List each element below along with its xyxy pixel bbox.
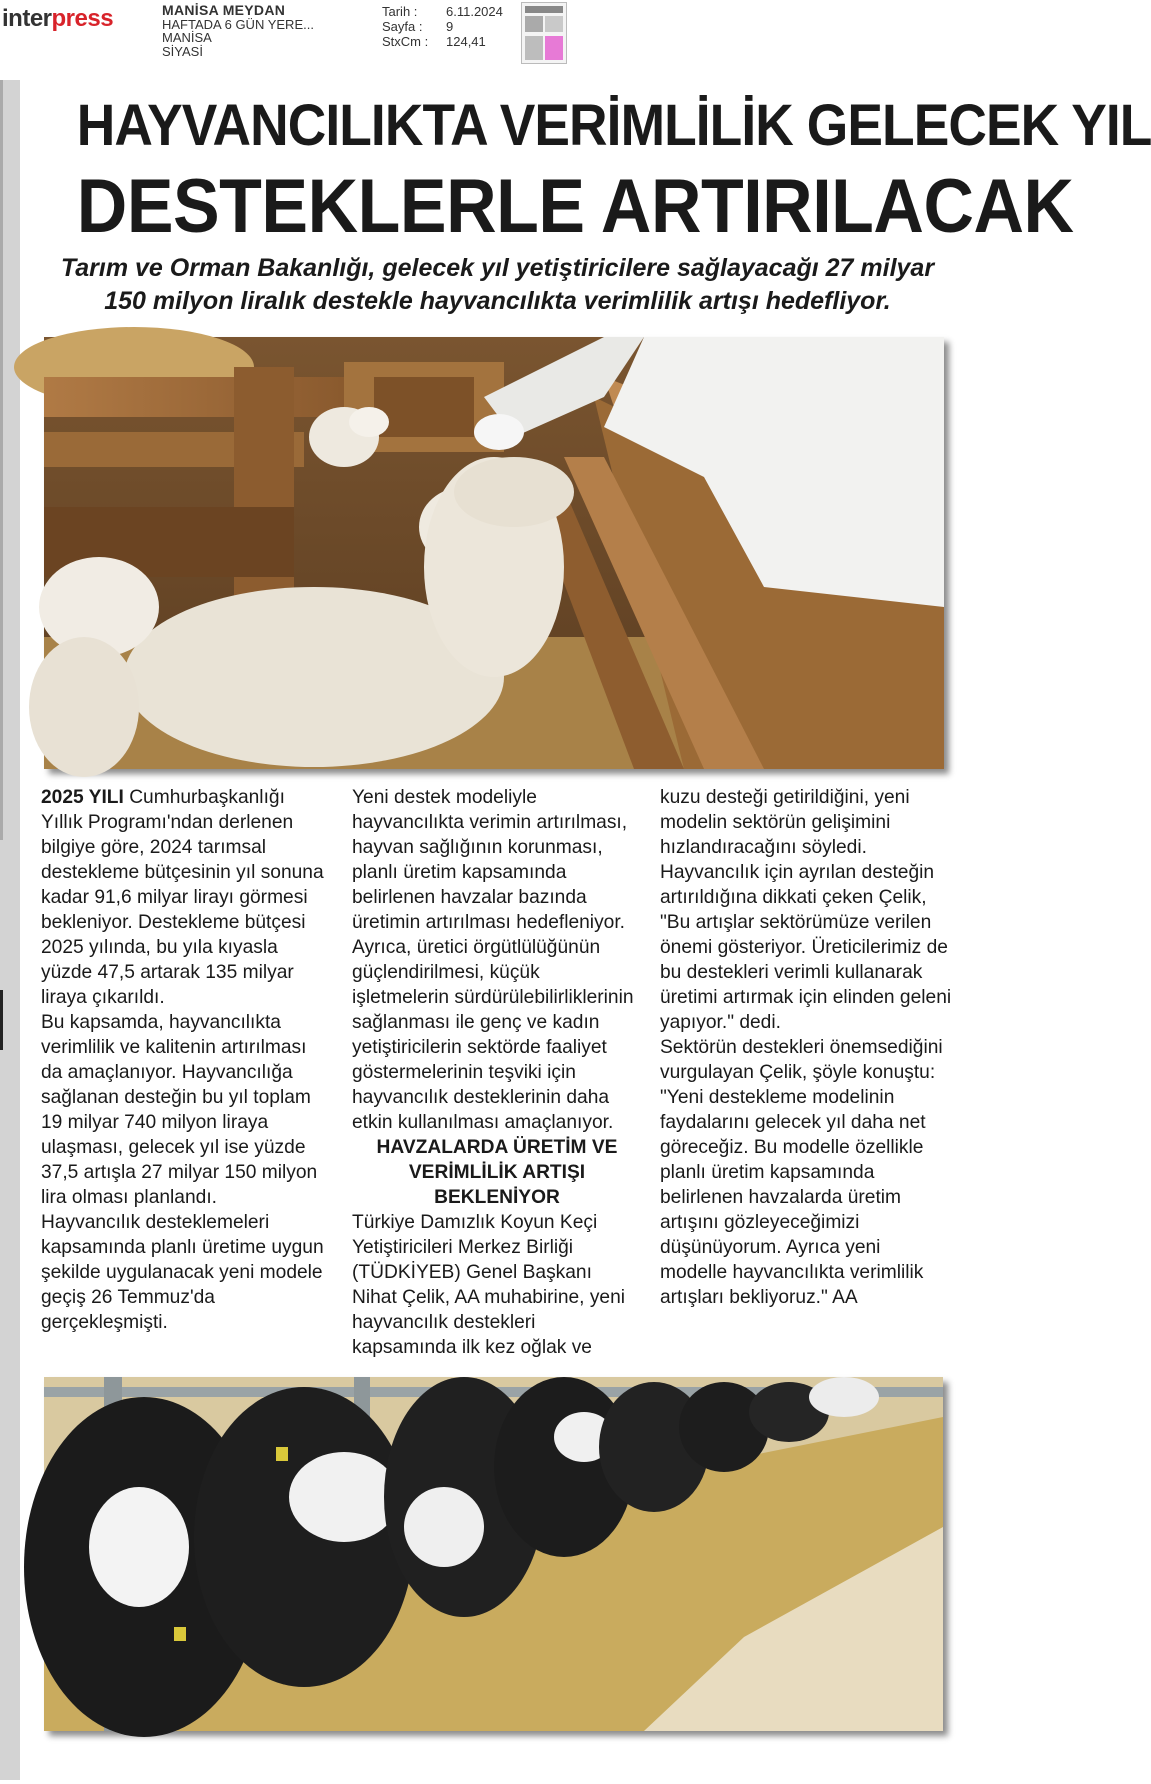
publication-info bbox=[162, 4, 314, 58]
paragraph: kuzu desteği getirildiğini, yeni modelin sektörün gelişimini hızlandıracağını söyledi. bbox=[660, 787, 910, 858]
publication-name: MANİSA MEYDAN bbox=[162, 2, 286, 18]
publication-section: SİYASİ bbox=[162, 43, 203, 59]
paragraph bbox=[41, 785, 331, 1010]
publication-frequency: HAFTADA 6 GÜN YERE... bbox=[162, 16, 314, 32]
logo-text-2: press bbox=[51, 5, 114, 32]
article-column-3 bbox=[660, 785, 952, 1310]
lambs-barn-photo bbox=[44, 337, 944, 769]
paragraph: Hayvancılık için ayrılan desteğin artırıldığına dikkati çeken Çelik, "Bu artışlar sektörümüze verilen önemi gösteriyor. Üreticilerimiz de bu destekleri verimli kullanarak üretimi artırmak için elinden geleni yapıyor." dedi. bbox=[660, 862, 952, 1033]
date-value: 6.11.2024 bbox=[446, 4, 503, 19]
paragraph: Türkiye Damızlık Koyun Keçi Yetiştiricileri Merkez Birliği (TÜDKİYEB) Genel Başkanı Nihat Çelik, AA muhabirine, yeni hayvancılık destekleri kapsamında ilk kez oğlak ve bbox=[352, 1212, 626, 1358]
page-label: Sayfa : bbox=[382, 19, 423, 34]
headline-line-1: HAYVANCILIKTA VERİMLİLİK GELECEK YIL bbox=[76, 93, 1151, 158]
stxcm-label: StxCm : bbox=[382, 34, 429, 49]
left-margin-bar bbox=[0, 80, 20, 1780]
article-subheading: HAVZALARDA ÜRETİM VE VERİMLİLİK ARTIŞI BEKLENİYOR bbox=[376, 1137, 618, 1208]
clipping-metadata bbox=[382, 4, 503, 49]
stxcm-value: 124,41 bbox=[446, 34, 486, 49]
headline-line-2: DESTEKLERLE ARTIRILACAK bbox=[76, 164, 1074, 249]
article-subtitle: Tarım ve Orman Bakanlığı, gelecek yıl yetiştiricilere sağlayacağı 27 milyar 150 milyon liralık destekle hayvancılıkta verimlilik artışı hedefliyor. bbox=[60, 254, 935, 315]
paragraph: Sektörün destekleri önemsediğini vurgulayan Çelik, şöyle konuştu: "Yeni destekleme modelinin faydalarını gelecek yıl daha net göreceğiz. Bu modelle özellikle planlı üretim kapsamında belirlenen havzalarda üretim artışını gözleyeceğimizi düşünüyorum. Ayrıca yeni modelle hayvancılıkta verimlilik artışları bekliyoruz." AA bbox=[660, 1037, 943, 1308]
publication-city: MANİSA bbox=[162, 30, 212, 45]
paragraph: Yeni destek modeliyle hayvancılıkta verimin artırılması, hayvan sağlığının korunması, planlı üretim kapsamında belirlenen havzalar bazında üretimin artırılması hedefleniyor. Ayrıca, üretici örgütlülüğünün güçlendirilmesi, küçük işletmelerin sürdürülebilirliklerinin sağlanması ile genç ve kadın yetiştiricilerin sektörde faaliyet göstermelerinin teşviki için hayvancılık desteklerinin daha etkin kullanılması amaçlanıyor. bbox=[352, 787, 634, 1133]
interpress-logo bbox=[2, 5, 113, 33]
page-thumbnail[interactable] bbox=[521, 2, 567, 64]
page-value: 9 bbox=[446, 19, 454, 34]
paragraph: Bu kapsamda, hayvancılıkta verimlilik ve kalitenin artırılması da amaçlanıyor. Hayvancılığa sağlanan desteğin bu yıl toplam 19 milyar 740 milyon liraya ulaşması, gelecek yıl ise yüzde 37,5 artışla 27 milyar 150 milyon lira olması planlandı. bbox=[41, 1012, 318, 1208]
article-column-2 bbox=[352, 785, 642, 1360]
lead-in: 2025 YILI bbox=[41, 787, 124, 808]
paragraph: Hayvancılık desteklemeleri kapsamında planlı üretime uygun şekilde uygulanacak yeni modele geçiş 26 Temmuz'da gerçekleşmişti. bbox=[41, 1212, 324, 1333]
clipping-header bbox=[0, 0, 993, 70]
dairy-cows-photo bbox=[44, 1377, 943, 1731]
date-label: Tarih : bbox=[382, 4, 418, 19]
article-column-1 bbox=[41, 785, 331, 1335]
paragraph-text: Cumhurbaşkanlığı Yıllık Programı'ndan derlenen bilgiye göre, 2024 tarımsal destekleme bütçesinin yıl sonuna kadar 91,6 milyar lirayı görmesi bekleniyor. Destekleme bütçesi 2025 yılında, bu yıla kıyasla yüzde 47,5 artarak 135 milyar liraya çıkarıldı. bbox=[41, 787, 324, 1008]
logo-text-1: inter bbox=[2, 5, 52, 32]
